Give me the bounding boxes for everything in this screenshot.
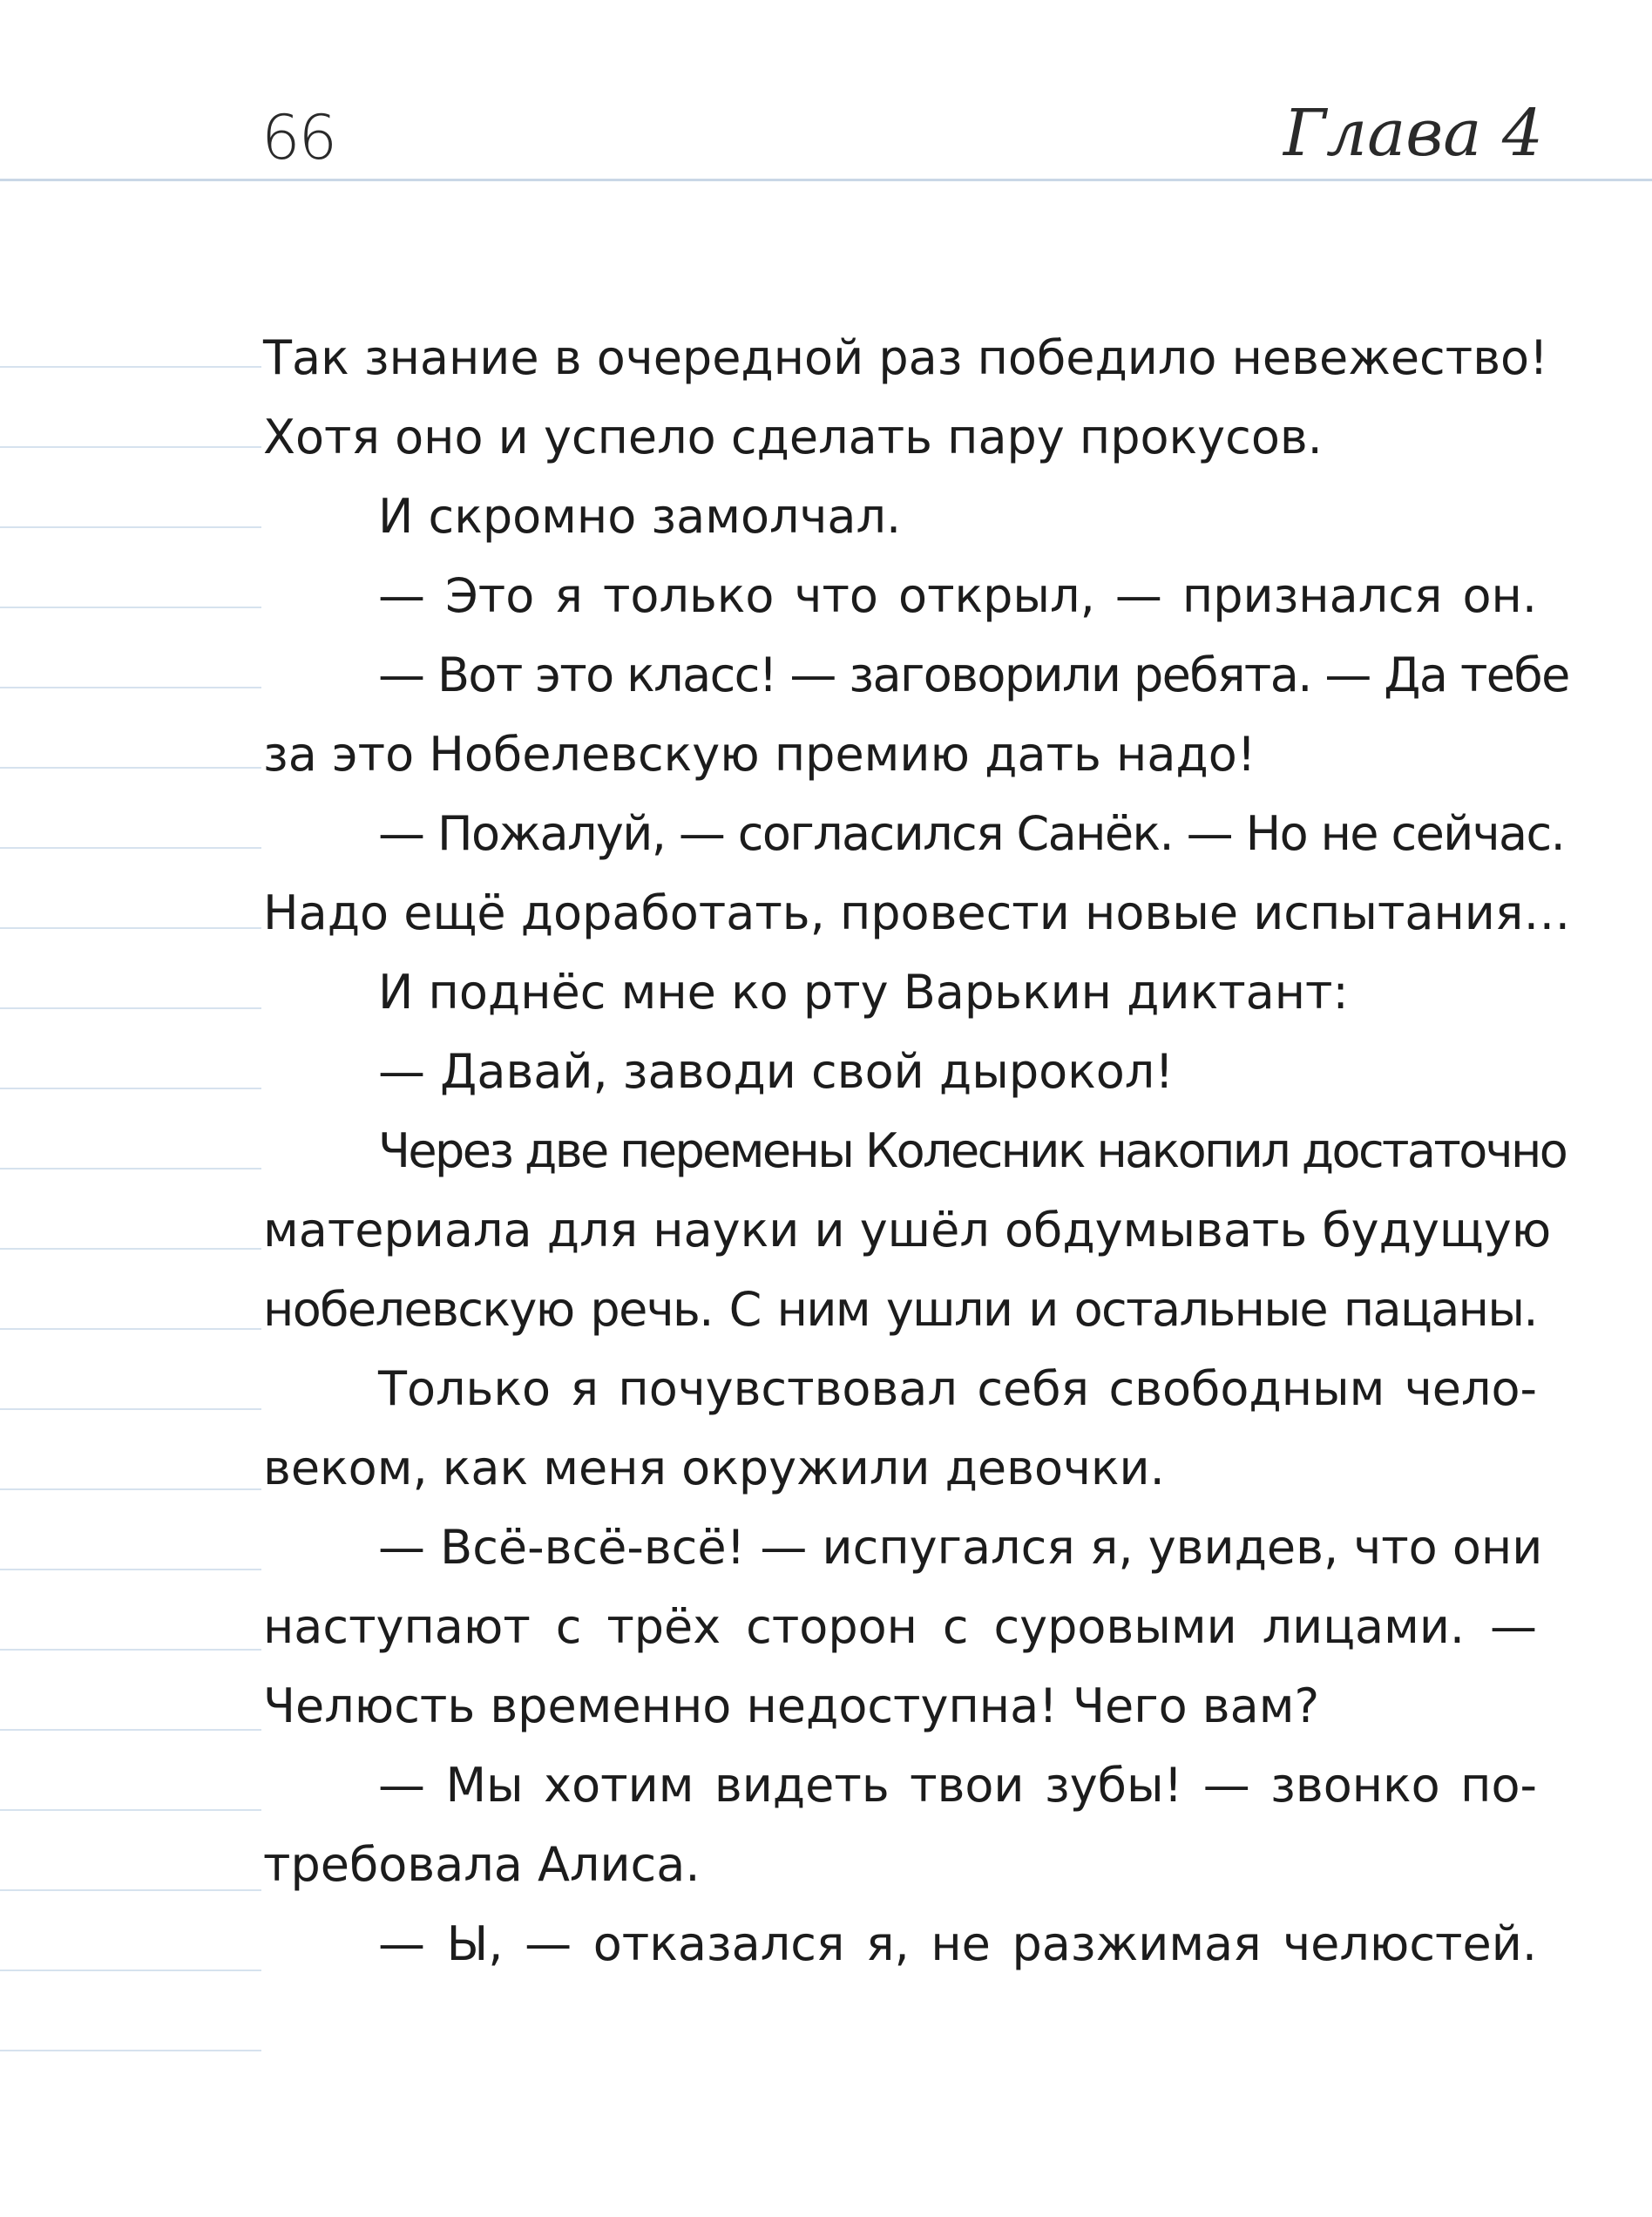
rule-line (0, 1408, 261, 1410)
text-line: — Вот это класс! — заговорили ребята. — Да тебе (378, 647, 1569, 702)
text-line: требовала Алиса. (263, 1837, 701, 1892)
rule-line (0, 607, 261, 608)
rule-line (0, 1889, 261, 1891)
text-line: за это Нобелевскую премию дать надо! (263, 727, 1256, 782)
text-line: — Давай, заводи свой дырокол! (378, 1044, 1174, 1099)
text-line: веком, как меня окружили девочки. (263, 1441, 1165, 1495)
text-line: Через две перемены Колесник накопил достаточно (378, 1123, 1567, 1178)
rule-line (0, 1088, 261, 1089)
text-line: И скромно замолчал. (378, 489, 902, 544)
rule-line (0, 847, 261, 849)
rule-line (0, 1328, 261, 1330)
text-line: нобелевскую речь. С ним ушли и остальные пацаны. (263, 1282, 1537, 1337)
text-line: наступают с трёх сторон с суровыми лицами. — (263, 1599, 1537, 1654)
text-line: Надо ещё доработать, провести новые испытания… (263, 885, 1571, 940)
header-rule-line (0, 179, 1652, 181)
rule-line (0, 1569, 261, 1570)
rule-line (0, 366, 261, 368)
chapter-title: Глава 4 (1283, 96, 1543, 171)
rule-line (0, 767, 261, 769)
rule-line (0, 526, 261, 528)
rule-line (0, 1649, 261, 1651)
text-line: Так знание в очередной раз победило невежество! (263, 330, 1548, 385)
text-line: — Это я только что открыл, — признался он. (378, 568, 1537, 623)
rule-line (0, 1007, 261, 1009)
rule-line (0, 1970, 261, 1971)
rule-line (0, 927, 261, 929)
rule-line (0, 446, 261, 448)
rule-line (0, 1168, 261, 1170)
text-line: И поднёс мне ко рту Варькин диктант: (378, 965, 1349, 1020)
rule-line (0, 2050, 261, 2051)
text-line: — Всё-всё-всё! — испугался я, увидев, что они (378, 1520, 1543, 1575)
rule-line (0, 1809, 261, 1811)
page-number: 66 (261, 102, 336, 173)
text-line: — Мы хотим видеть твои зубы! — звонко по- (378, 1758, 1537, 1813)
text-line: материала для науки и ушёл обдумывать будущую (263, 1203, 1552, 1258)
rule-line (0, 1248, 261, 1250)
text-line: Челюсть временно недоступна! Чего вам? (263, 1678, 1320, 1733)
text-line: — Ы, — отказался я, не разжимая челюстей. (378, 1916, 1537, 1971)
rule-line (0, 1729, 261, 1731)
text-line: — Пожалуй, — согласился Санёк. — Но не сейчас. (378, 806, 1565, 861)
text-line: Хотя оно и успело сделать пару прокусов. (263, 410, 1323, 464)
rule-line (0, 1488, 261, 1490)
text-line: Только я почувствовал себя свободным чело- (378, 1361, 1537, 1416)
rule-line (0, 687, 261, 688)
